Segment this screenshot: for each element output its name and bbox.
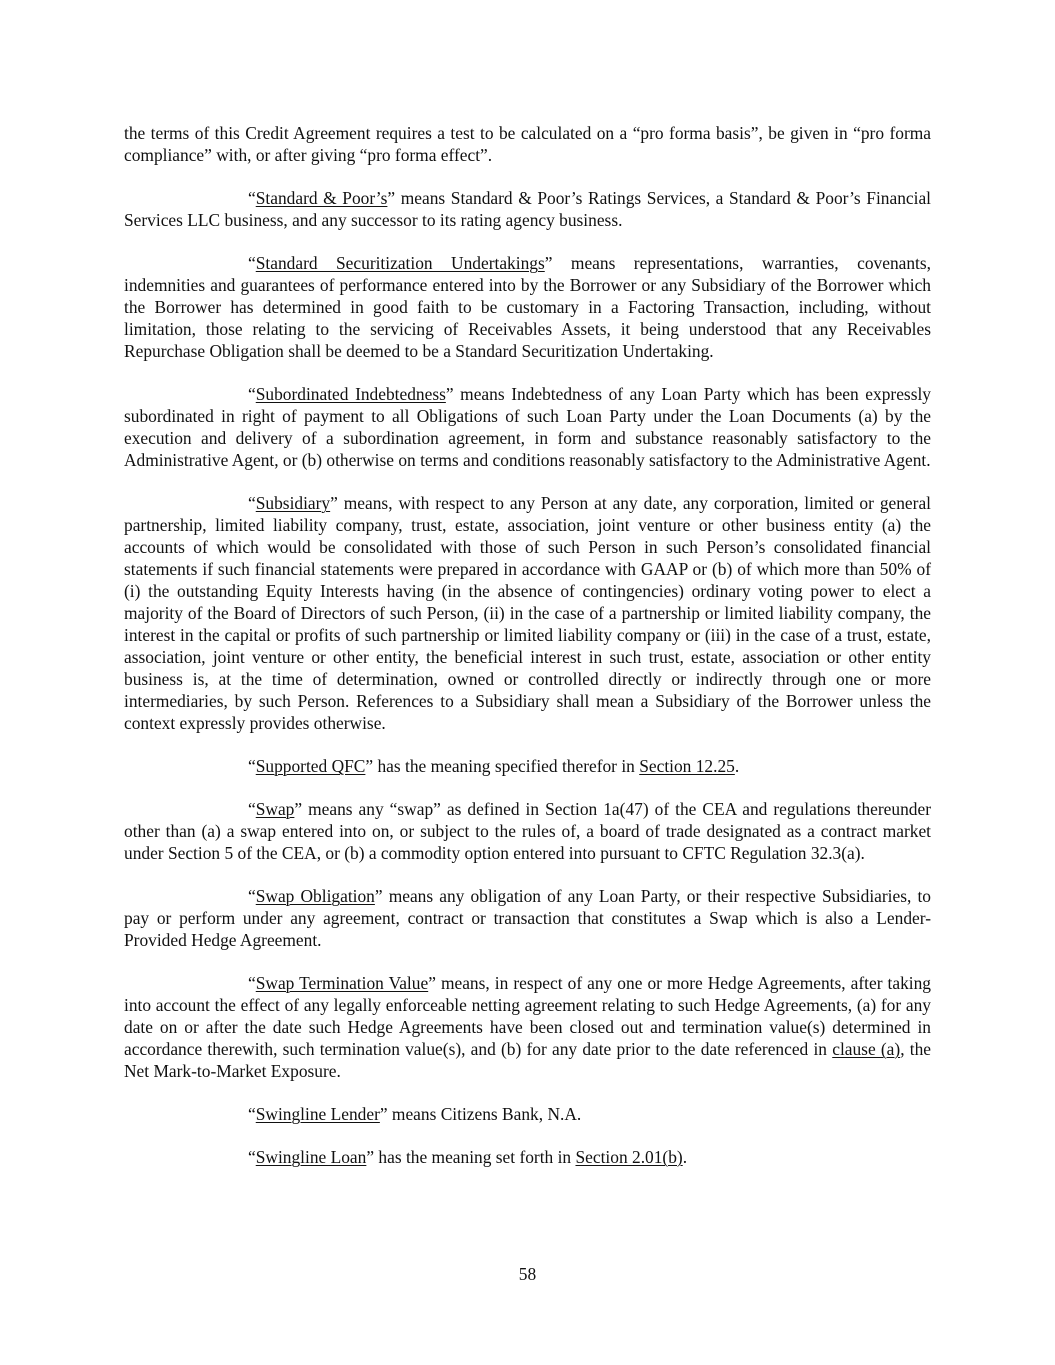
definition-text: ” means, in respect of any one or more Hedge Agreements, after taking into account the effect of any legally enforceable netting agreement relating to such Hedge Agreements, (a) for any date on or after the date such Hedge Agreements have been closed out and termination value(s) determined in accordance therewith, such termination value(s), and (b) for any date prior to the date referenced in bbox=[124, 973, 931, 1059]
defined-term: Swingline Loan bbox=[255, 1147, 367, 1167]
definition-standard-securitization-undertakings bbox=[124, 252, 931, 362]
page-number: 58 bbox=[518, 1264, 537, 1284]
definition-text: ” means Citizens Bank, N.A. bbox=[379, 1104, 582, 1124]
open-quote: “ bbox=[248, 188, 256, 208]
open-quote: “ bbox=[248, 1104, 256, 1124]
definition-text: ” means representations, warranties, covenants, indemnities and guarantees of performance entered into by the Borrower or any Subsidiary of the Borrower which the Borrower has determined in good faith to be customary in a Factoring Transaction, including, without limitation, those relating to the servicing of Receivables Assets, it being understood that any Receivables Repurchase Obligation shall be deemed to be a Standard Securitization Undertaking. bbox=[124, 253, 931, 361]
open-quote: “ bbox=[248, 384, 256, 404]
defined-term: Swap bbox=[255, 799, 295, 819]
defined-term: Swap Termination Value bbox=[255, 973, 429, 993]
definition-swingline-lender bbox=[124, 1103, 931, 1125]
defined-term: Swap Obligation bbox=[255, 886, 375, 906]
definition-text: ” means any “swap” as defined in Section 1a(47) of the CEA and regulations thereunder other than (a) a swap entered into on, or subject to the rules of, a board of trade designated as a contract market under Section 5 of the CEA, or (b) a commodity option entered into pursuant to CFTC Regulation 32.3(a). bbox=[124, 799, 931, 863]
defined-term: Standard & Poor’s bbox=[255, 188, 388, 208]
definition-text: ” means Indebtedness of any Loan Party which has been expressly subordinated in right of payment to all Obligations of such Loan Party under the Loan Documents (a) by the execution and delivery of a subordination agreement, in form and substance reasonably satisfactory to the Administrative Agent, or (b) otherwise on terms and conditions reasonably satisfactory to the Administrative Agent. bbox=[124, 384, 931, 470]
defined-term: Supported QFC bbox=[255, 756, 366, 776]
section-reference: Section 12.25 bbox=[639, 756, 735, 776]
clause-reference: clause (a) bbox=[832, 1039, 901, 1059]
defined-term: Subordinated Indebtedness bbox=[255, 384, 446, 404]
definition-text: ” means, with respect to any Person at any date, any corporation, limited or general partnership, limited liability company, trust, estate, association, joint venture or other business entity (a) the accounts of which would be consolidated with those of such Person in such Person’s consolidated financial statements if such financial statements were prepared in accordance with GAAP or (b) of which more than 50% of (i) the outstanding Equity Interests having (in the absence of contingencies) ordinary voting power to elect a majority of the Board of Directors of such Person, (ii) in the case of a partnership or limited liability company, the interest in the capital or profits of such partnership or limited liability company or (iii) in the case of a trust, estate, association, joint venture or other entity, the beneficial interest in such trust, estate, association or other entity business is, at the time of determination, owned or controlled directly or indirectly through one or more intermediaries, by such Person. References to a Subsidiary shall mean a Subsidiary of the Borrower unless the context expressly provides otherwise. bbox=[124, 493, 931, 733]
definition-end: . bbox=[682, 1147, 688, 1167]
definition-text: ” has the meaning set forth in bbox=[366, 1147, 576, 1167]
paragraph-continuation: the terms of this Credit Agreement requires a test to be calculated on a “pro forma basis”, be given in “pro forma compliance” with, or after giving “pro forma effect”. bbox=[124, 123, 931, 165]
definition-text: ” means Standard & Poor’s Ratings Services, a Standard & Poor’s Financial Services LLC business, and any successor to its rating agency business. bbox=[124, 188, 931, 230]
definition-text: ” has the meaning specified therefor in bbox=[365, 756, 640, 776]
definition-swingline-loan bbox=[124, 1146, 931, 1168]
definition-swap-termination-value bbox=[124, 972, 931, 1082]
section-reference: Section 2.01(b) bbox=[575, 1147, 683, 1167]
definition-end: . bbox=[734, 756, 740, 776]
definition-swap bbox=[124, 798, 931, 864]
definition-supported-qfc bbox=[124, 755, 931, 777]
defined-term: Standard Securitization Undertakings bbox=[255, 253, 545, 273]
definition-subsidiary bbox=[124, 492, 931, 734]
document-page bbox=[124, 122, 931, 1189]
definition-subordinated-indebtedness bbox=[124, 383, 931, 471]
definition-swap-obligation bbox=[124, 885, 931, 951]
definition-end: , the Net Mark-to-Market Exposure. bbox=[124, 1039, 931, 1081]
open-quote: “ bbox=[248, 756, 256, 776]
definition-text: ” means any obligation of any Loan Party, or their respective Subsidiaries, to pay or perform under any agreement, contract or transaction that constitutes a Swap which is also a Lender-Provided Hedge Agreement. bbox=[124, 886, 931, 950]
defined-term: Subsidiary bbox=[255, 493, 331, 513]
open-quote: “ bbox=[248, 493, 256, 513]
open-quote: “ bbox=[248, 973, 256, 993]
open-quote: “ bbox=[248, 253, 256, 273]
open-quote: “ bbox=[248, 799, 256, 819]
open-quote: “ bbox=[248, 886, 256, 906]
defined-term: Swingline Lender bbox=[255, 1104, 380, 1124]
definition-standard-and-poors bbox=[124, 187, 931, 231]
open-quote: “ bbox=[248, 1147, 256, 1167]
